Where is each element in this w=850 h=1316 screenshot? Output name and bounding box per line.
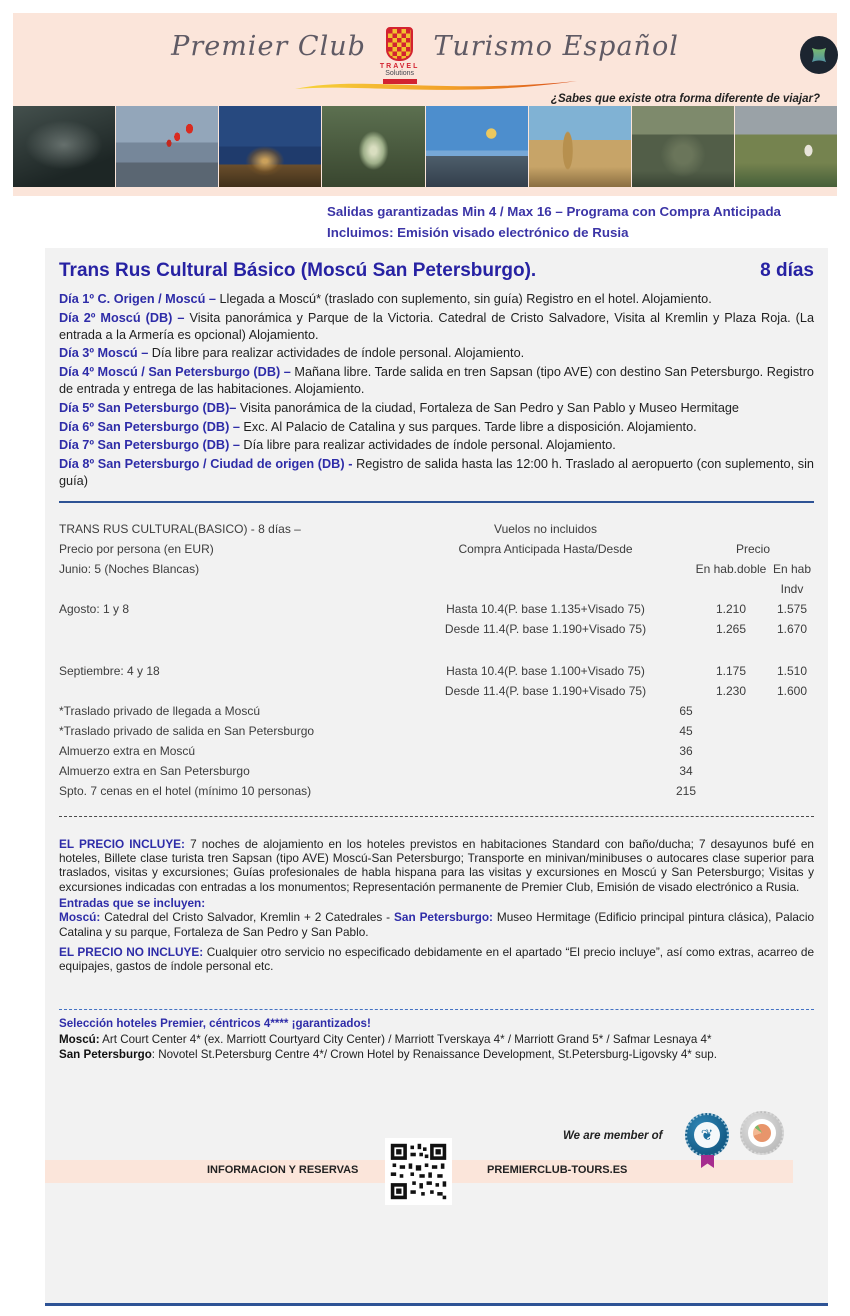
badge-silver-emblem-icon — [748, 1119, 776, 1147]
overlay-widget-button[interactable] — [800, 36, 838, 74]
tour-title: Trans Rus Cultural Básico (Moscú San Petersburgo). — [59, 260, 537, 281]
photo-strip — [13, 106, 837, 187]
photo-moscow-bridge-golden-dome — [426, 106, 528, 187]
day-text: Exc. Al Palacio de Catalina y sus parques. Tarde libre a disposición. Alojamiento. — [243, 419, 697, 434]
table-row — [59, 519, 814, 539]
shield-logo-icon — [386, 27, 413, 61]
day-label: Día 3º Moscú – — [59, 346, 149, 361]
extra-value: 36 — [679, 743, 693, 758]
day-text: Visita panorámica de la ciudad, Fortaleza de San Pedro y San Pablo y Museo Hermitage — [239, 400, 739, 415]
notice-line-1: Salidas garantizadas Min 4 / Max 16 – Programa con Compra Anticipada — [327, 204, 781, 219]
extra-label: *Traslado privado de llegada a Moscú — [59, 703, 261, 718]
price-value: 1.575 — [776, 601, 808, 616]
table-row — [59, 559, 814, 599]
price-cell: Junio: 5 (Noches Blancas) — [59, 561, 200, 576]
photo-mountain-church — [735, 106, 837, 187]
table-row — [59, 681, 814, 701]
itinerary-day — [59, 456, 814, 490]
price-value: 1.510 — [776, 663, 808, 678]
extra-value: 45 — [679, 723, 693, 738]
price-cell: Desde 11.4(P. base 1.190+Visado 75) — [444, 683, 647, 698]
spb-entries: Museo Hermitage (Edificio principal pintura clásica), Palacio Catalina y su parque, Fortaleza de San Pedro y San Pablo. — [59, 910, 815, 939]
price-cell: Septiembre: 4 y 18 — [59, 663, 160, 678]
day-label: Día 6º San Petersburgo (DB) – — [59, 419, 240, 434]
price-value: 1.600 — [776, 683, 808, 698]
price-cell: Compra Anticipada Hasta/Desde — [458, 541, 633, 556]
price-cell: Desde 11.4(P. base 1.190+Visado 75) — [444, 621, 647, 636]
extra-value: 65 — [679, 703, 693, 718]
guarantee-notice — [327, 201, 781, 243]
price-cell: Precio por persona (en EUR) — [59, 541, 214, 556]
swoosh-graphic — [291, 73, 581, 99]
hotels-spb — [59, 1047, 814, 1063]
day-label: Día 7º San Petersburgo (DB) – — [59, 438, 240, 453]
day-text: Llegada a Moscú* (traslado con suplemento, sin guía) Registro en el hotel. Alojamiento. — [219, 292, 712, 306]
extra-label: Spto. 7 cenas en el hotel (mínimo 10 personas) — [59, 783, 312, 798]
itinerary-day — [59, 345, 814, 362]
member-badge-blue — [685, 1113, 729, 1157]
logo-travel-text: TRAVEL — [379, 63, 420, 70]
hotels-moscow-label: Moscú: — [59, 1032, 100, 1046]
price-not-includes — [59, 945, 814, 974]
day-label: Día 8º San Petersburgo / Ciudad de origen (DB) - — [59, 457, 353, 472]
logo-solutions-text: Solutions — [385, 70, 415, 77]
extra-row — [59, 721, 814, 741]
price-value: 1.230 — [715, 683, 747, 698]
day-label: Día 2º Moscú (DB) – — [59, 310, 185, 325]
not-includes-text: Cualquier otro servicio no especificado debidamente en el apartado “El precio incluye”, así como extras, acarreo de equipajes, gastos de índole personal etc. — [59, 944, 815, 974]
member-of-label: We are member of — [563, 1130, 663, 1142]
extra-label: Almuerzo extra en Moscú — [59, 743, 196, 758]
badge-blue-emblem-icon: ❦ — [694, 1122, 720, 1148]
price-cell: TRANS RUS CULTURAL(BASICO) - 8 días – — [59, 521, 301, 536]
price-cell: Hasta 10.4(P. base 1.135+Visado 75) — [446, 601, 645, 616]
itinerary — [59, 291, 814, 490]
price-value: 1.670 — [776, 621, 808, 636]
tagline: ¿Sabes que existe otra forma diferente de viajar? — [550, 93, 820, 105]
hotels-title: Selección hoteles Premier, céntricos 4**** ¡garantizados! — [59, 1017, 371, 1031]
extra-value: 215 — [675, 783, 697, 798]
table-row — [59, 539, 814, 559]
itinerary-day — [59, 364, 814, 398]
itinerary-day — [59, 310, 814, 344]
table-row — [59, 599, 814, 619]
extra-row — [59, 741, 814, 761]
day-label: Día 4º Moscú / San Petersburgo (DB) – — [59, 365, 291, 380]
itinerary-day — [59, 437, 814, 454]
extra-row — [59, 701, 814, 721]
photo-cathedral-aerial-view — [322, 106, 424, 187]
entries-text — [59, 910, 814, 939]
day-text: Día libre para realizar actividades de índole personal. Alojamiento. — [151, 346, 525, 361]
moscow-entries: Catedral del Cristo Salvador, Kremlin + 2 Catedrales - — [104, 910, 391, 925]
divider-dark-dashed — [59, 816, 814, 817]
info-reservas-label: INFORMACION Y RESERVAS — [207, 1164, 359, 1176]
column-header-double: En hab.doble — [695, 561, 767, 576]
price-header: Precio — [735, 541, 770, 556]
price-table — [59, 519, 814, 801]
price-cell: Vuelos no incluidos — [494, 521, 597, 536]
itinerary-day — [59, 291, 814, 308]
itinerary-day — [59, 419, 814, 436]
day-label: Día 5º San Petersburgo (DB)– — [59, 400, 237, 415]
member-badge-silver — [740, 1111, 784, 1155]
divider-blue-dashed — [59, 1009, 814, 1010]
day-text: Mañana libre. Tarde salida en tren Sapsan (tipo AVE) con destino San Petersburgo. Registro de entrada y entrega de las habitaciones. Alojamiento. — [59, 365, 814, 396]
price-cell: Hasta 10.4(P. base 1.100+Visado 75) — [446, 663, 645, 678]
brand-premier-club: Premier Club — [171, 31, 366, 62]
tour-title-row — [59, 260, 814, 282]
photo-angkor-temple-ruins — [632, 106, 734, 187]
footer — [45, 1105, 828, 1245]
day-label: Día 1º C. Origen / Moscú – — [59, 292, 216, 306]
photo-fishermen-silhouette — [13, 106, 115, 187]
hotels-spb-list: : Novotel St.Petersburg Centre 4*/ Crown Hotel by Renaissance Development, St.Petersburg-Ligovsky 4* sup. — [151, 1048, 717, 1062]
entries-title: Entradas que se incluyen: — [59, 895, 206, 910]
spb-label: San Petersburgo: — [394, 910, 493, 925]
price-cell: Agosto: 1 y 8 — [59, 601, 130, 616]
photo-silk-road-desert-city — [529, 106, 631, 187]
price-includes — [59, 837, 814, 894]
itinerary-day — [59, 400, 814, 417]
extra-label: *Traslado privado de salida en San Petersburgo — [59, 723, 315, 738]
website-link[interactable]: PREMIERCLUB-TOURS.ES — [487, 1164, 628, 1176]
price-value: 1.265 — [715, 621, 747, 636]
hotels-spb-label: San Petersburgo — [59, 1048, 152, 1062]
day-text: Visita panorámica y Parque de la Victoria. Catedral de Cristo Salvadore, Visita al Kremlin y Plaza Roja. (La entrada a la Armería es opcional) Alojamiento. — [59, 310, 814, 342]
photo-mosque-at-dusk — [219, 106, 321, 187]
table-row — [59, 661, 814, 681]
qr-code — [385, 1138, 452, 1205]
hotels-section — [59, 1016, 814, 1063]
table-row — [59, 619, 814, 639]
table-spacer — [59, 639, 814, 661]
price-value: 1.175 — [715, 663, 747, 678]
price-value: 1.210 — [715, 601, 747, 616]
tour-duration: 8 días — [760, 260, 814, 281]
includes-label: EL PRECIO INCLUYE: — [59, 836, 185, 851]
extra-row — [59, 781, 814, 801]
extra-row — [59, 761, 814, 781]
notice-line-2: Incluimos: Emisión visado electrónico de Rusia — [327, 225, 629, 240]
four-point-star-icon — [808, 44, 830, 66]
not-includes-label: EL PRECIO NO INCLUYE: — [59, 944, 204, 959]
extra-label: Almuerzo extra en San Petersburgo — [59, 763, 250, 778]
day-text: Registro de salida hasta las 12:00 h. Traslado al aeropuerto (con suplemento, sin guía) — [59, 457, 814, 488]
divider-navy-solid — [59, 501, 814, 503]
day-text: Día libre para realizar actividades de índole personal. Alojamiento. — [243, 438, 616, 453]
hotels-moscow — [59, 1032, 814, 1048]
extra-value: 34 — [679, 763, 693, 778]
column-header-single: En hab Indv — [772, 561, 812, 596]
brand-turismo-espanol: Turismo Español — [433, 31, 679, 62]
includes-text: 7 noches de alojamiento en los hoteles previstos en habitaciones Standard con baño/ducha; 7 desayunos bufé en hoteles, Billete clase turista tren Sapsan (tipo AVE) Moscú-San Petersburgo; Transporte en minivan/minibuses o autocares clase superior para traslados, visitas y excursiones; Guías profesionales de habla hispana para las visitas y excursiones en Moscú y San Petersburgo; Visitas y excursiones indicadas con entradas a los monumentos; Representación permanente de Premier Club, Emisión de visado electrónico a Rusia. — [59, 836, 814, 894]
moscow-label: Moscú: — [59, 910, 101, 925]
content-sheet — [45, 248, 828, 1306]
photo-china-wall-red-lanterns — [116, 106, 218, 187]
hotels-moscow-list: Art Court Center 4* (ex. Marriott Courtyard City Center) / Marriott Tverskaya 4* / Marriott Grand 5* / Safmar Lesnaya 4* — [99, 1032, 712, 1046]
